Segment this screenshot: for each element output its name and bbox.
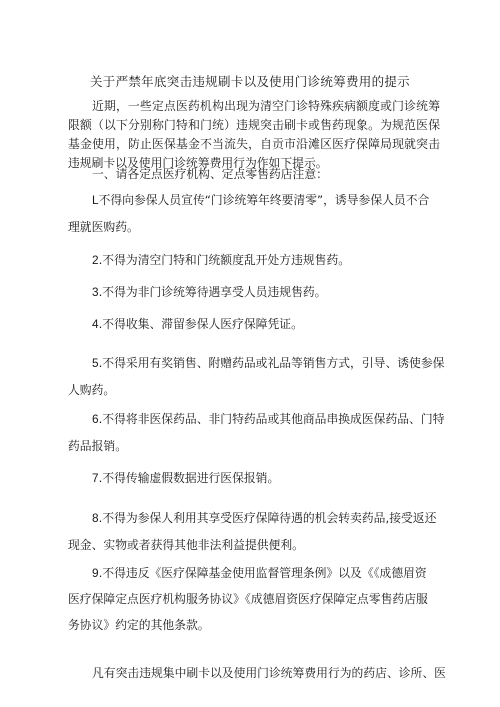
list-item-9	[92, 564, 427, 581]
item-number: 9	[92, 566, 99, 580]
section-heading: 一、请各定点医疗机构、定点零售药店注意：	[92, 167, 328, 181]
list-item-4	[92, 315, 303, 332]
item-text: .不得为非门诊统筹待遇享受人员违规售药。	[98, 285, 327, 299]
item-number: 2	[92, 253, 99, 267]
item-number: L	[92, 193, 99, 207]
list-item-5-cont: 人购药。	[68, 383, 116, 397]
item-text: .不得收集、滞留参保人医疗保障凭证。	[98, 317, 303, 331]
closing-paragraph: 凡有突击违规集中刷卡以及使用门诊统筹费用行为的药店、诊所、医	[92, 666, 446, 680]
item-text: .不得为清空门特和门统额度乱开处方违规售药。	[98, 253, 351, 267]
item-number: 6	[92, 412, 99, 426]
item-text: .不得将非医保药品、非门特药品或其他商品串换成医保药品、门特	[98, 412, 445, 426]
list-item-6	[92, 410, 444, 427]
list-item-9-cont: 医疗保障定点医疗机构服务协议》《成德眉资医疗保障定点零售药店服	[68, 592, 428, 606]
item-text: .不得传输虚假数据进行医保报销。	[98, 471, 280, 485]
item-number: 5	[92, 356, 99, 370]
item-number: 3	[92, 285, 99, 299]
item-text: 不得向参保人员宣传“门诊统筹年终要清零”，诱导参保人员不合	[98, 193, 430, 207]
list-item-1-cont: 理就医购药。	[68, 220, 139, 234]
list-item-8	[92, 509, 436, 526]
item-text: .不得采用有奖销售、附赠药品或礼品等销售方式，引导、诱使参保	[98, 356, 445, 370]
list-item-9-cont2: 务协议》约定的其他条款。	[68, 618, 210, 632]
document-title: 关于严禁年底突击违规刷卡以及使用门诊统筹费用的提示	[89, 74, 410, 89]
intro-paragraph: 近期，一些定点医药机构出现为清空门诊特殊疾病额度或门诊统筹限额（以下分别称门特和门统）违规突击刷卡或售药现象。为规范医保基金使用，防止医保基金不当流失，自贡市沿滩区医疗保障局现就突击违规刷卡以及使用门诊统筹费用行为作如下提示。	[68, 99, 440, 170]
list-item-3	[92, 283, 326, 300]
list-item-8-cont: 现金、实物或者获得其他非法利益提供便利。	[68, 538, 304, 552]
item-number: 4	[92, 317, 99, 331]
list-item-6-cont: 药品报销。	[68, 439, 127, 453]
item-number: 8	[92, 511, 99, 525]
item-text: .不得违反《医疗保障基金使用监督管理条例》以及《《成德眉资	[98, 566, 427, 580]
list-item-1	[92, 191, 429, 208]
list-item-7	[92, 469, 279, 486]
item-text: .不得为参保人利用其享受医疗保障待遇的机会转卖药品,接受返还	[98, 511, 437, 525]
list-item-5	[92, 354, 444, 371]
list-item-2	[92, 251, 350, 268]
item-number: 7	[92, 471, 99, 485]
